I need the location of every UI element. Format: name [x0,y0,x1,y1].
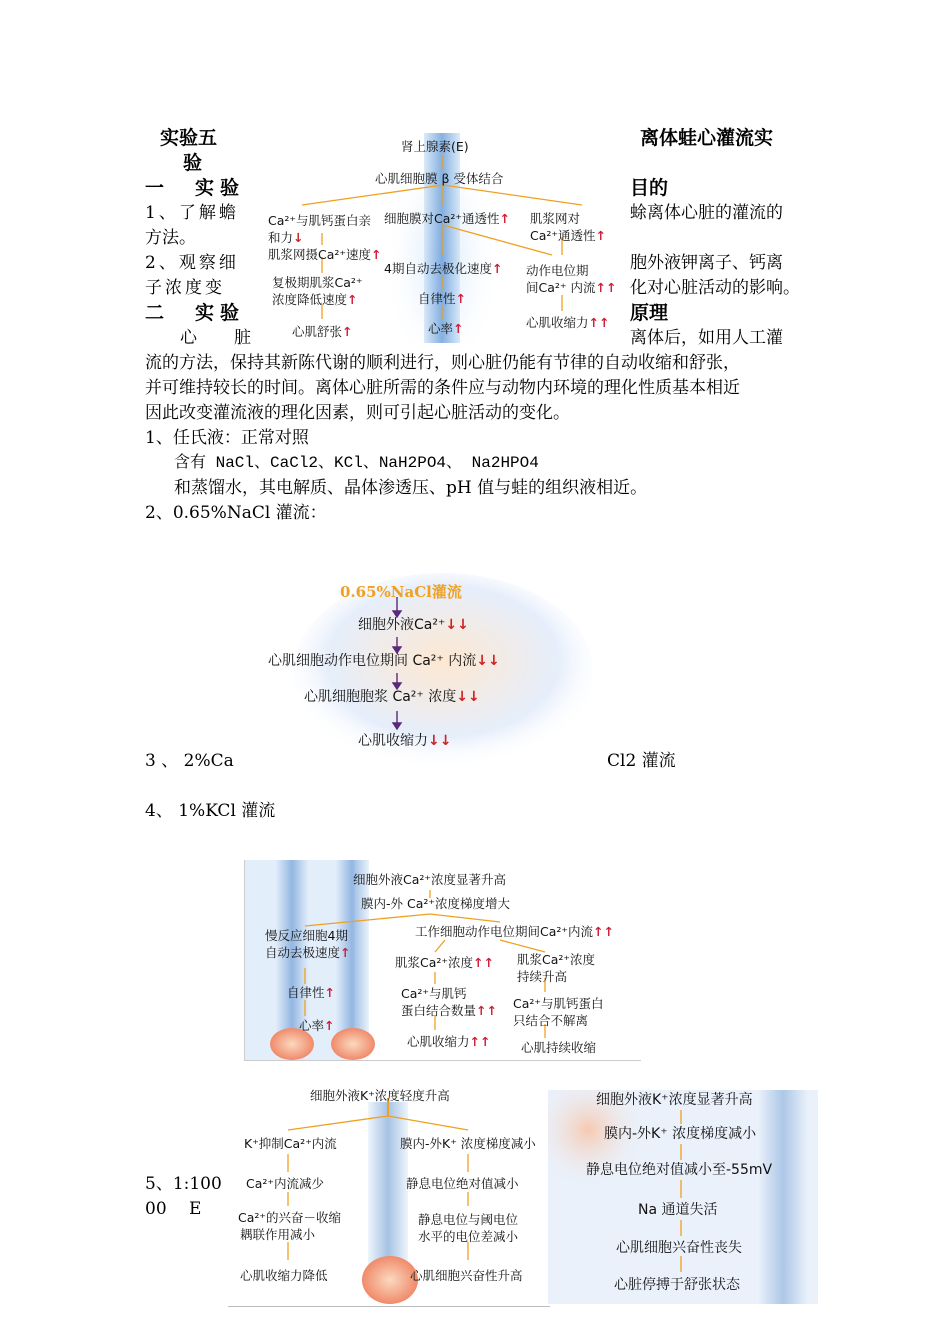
item2-left-b: 子浓度变 [145,278,225,298]
title-right: 离体蛙心灌流实 [640,127,774,149]
cacl-heading-right: Cl2 灌流 [607,751,676,771]
adrenaline-b4: 心率↑ [428,321,464,336]
adrenaline-c3: 动作电位期 [526,263,589,278]
ringer-desc: 和蒸馏水，其电解质、晶体渗透压、pH 值与蛙的组织液相近。 [174,478,648,498]
kcl-strong-s1: 细胞外液K⁺浓度显著升高 [596,1092,753,1108]
section1-heading-left: 一 实验 [145,177,246,199]
kcl-mild-l3: Ca²⁺的兴奋－收缩 [238,1210,341,1225]
nacl-figure [262,573,624,769]
cacl-n1: 肌浆Ca²⁺浓度 [517,952,595,967]
cacl-m1: 肌浆Ca²⁺浓度↑↑ [395,955,494,970]
cacl-figure [244,860,641,1061]
adrenaline-a5: 浓度降低速度↑ [272,292,358,307]
kcl-mild-r5: 心肌细胞兴奋性升高 [410,1268,523,1283]
kcl-mild-r4: 水平的电位差减小 [418,1229,519,1244]
kcl-strong-figure [548,1090,818,1304]
kcl-mild-l5: 心肌收缩力降低 [240,1268,328,1283]
adrenaline-top: 肾上腺素(E) [401,139,469,154]
kcl-mild-top: 细胞外液K⁺浓度轻度升高 [310,1088,450,1103]
cacl-l3: 自律性↑ [287,985,335,1000]
cacl-r0: 工作细胞动作电位期间Ca²⁺内流↑↑ [415,924,614,939]
kcl-heading: 4、 1%KCl 灌流 [145,801,276,821]
principle-line-4: 因此改变灌流液的理化因素，则可引起心脏活动的变化。 [145,403,570,423]
item2-left-a: 2、观察细 [145,253,239,273]
cacl-s1: 细胞外液Ca²⁺浓度显著升高 [353,872,506,887]
cacl-l1: 慢反应细胞4期 [265,928,348,943]
adrenaline-b3: 自律性↑ [418,291,466,306]
kcl-strong-s6: 心脏停搏于舒张状态 [614,1277,740,1293]
adrenaline-heading-b: 00 E [145,1199,202,1219]
section2-heading-right: 原理 [630,302,669,324]
cacl-m4: 心肌收缩力↑↑ [407,1034,491,1049]
section1-heading-right: 目的 [630,177,669,199]
adrenaline-figure [262,133,624,343]
adrenaline-a1: Ca²⁺与肌钙蛋白亲 [268,213,371,228]
kcl-strong-s3: 静息电位绝对值减小至-55mV [586,1162,773,1178]
cacl-s2: 膜内-外 Ca²⁺浓度梯度增大 [361,896,510,911]
kcl-strong-figure-graphic [548,1090,818,1304]
title-left-2: 验 [183,152,203,174]
cacl-n2: 持续升高 [517,969,568,984]
cacl-l2: 自动去极速度↑ [265,945,351,960]
adrenaline-b1: 细胞膜对Ca²⁺通透性↑ [384,211,510,226]
adrenaline-a4: 复极期肌浆Ca²⁺ [272,275,363,290]
kcl-mild-r3: 静息电位与阈电位 [418,1212,519,1227]
item2-right-a: 胞外液钾离子、钙离 [630,253,783,273]
ringer-contents: 含有 NaCl、CaCl2、KCl、NaH2PO4、 Na2HPO4 [174,454,539,472]
nacl-s3: 心肌细胞胞浆 Ca²⁺ 浓度↓↓ [304,689,480,705]
item1-left-b: 方法。 [145,228,196,248]
cacl-m2: Ca²⁺与肌钙 [401,986,467,1001]
principle-right: 离体后，如用人工灌 [630,328,783,348]
nacl-heading: 2、0.65%NaCl 灌流： [145,503,327,523]
adrenaline-c4: 间Ca²⁺ 内流↑↑ [526,280,617,295]
kcl-strong-s2: 膜内-外K⁺ 浓度梯度减小 [604,1126,757,1142]
cacl-l4: 心率↑ [299,1018,335,1033]
adrenaline-heading-a: 5、1:100 [145,1174,222,1194]
nacl-title: 0.65%NaCl灌流 [340,583,462,601]
kcl-mild-l2: Ca²⁺内流减少 [246,1176,324,1191]
adrenaline-n1: 心肌细胞膜 β 受体结合 [375,171,504,186]
principle-line-3: 并可维持较长的时间。离体心脏所需的条件应与动物内环境的理化性质基本相近 [145,378,740,398]
kcl-mild-l1: K⁺抑制Ca²⁺内流 [244,1136,337,1151]
principle-left: 心 脏 [180,328,261,348]
section2-heading-left: 二 实验 [145,302,246,324]
kcl-strong-s5: 心肌细胞兴奋性丧失 [616,1240,742,1256]
adrenaline-a2: 和力↓ [268,230,304,245]
nacl-s1: 细胞外液Ca²⁺↓↓ [358,617,469,633]
adrenaline-b2: 4期自动去极化速度↑ [384,261,503,276]
kcl-mild-r1: 膜内-外K⁺ 浓度梯度减小 [400,1136,536,1151]
adrenaline-a6: 心肌舒张↑ [292,324,353,339]
adrenaline-a3: 肌浆网摄Ca²⁺速度↑ [268,247,382,262]
principle-line-2: 流的方法，保持其新陈代谢的顺利进行，则心脏仍能有节律的自动收缩和舒张， [145,353,740,373]
kcl-mild-l4: 耦联作用减小 [240,1227,316,1242]
item2-right-b: 化对心脏活动的影响。 [630,278,800,298]
kcl-mild-r2: 静息电位绝对值减小 [406,1176,519,1191]
adrenaline-c1: 肌浆网对 [530,211,581,226]
item1-left-a: 1、了解蟾 [145,203,239,223]
ringer-heading: 1、任氏液：正常对照 [145,428,309,448]
cacl-m3: 蛋白结合数量↑↑ [401,1003,497,1018]
adrenaline-c2: Ca²⁺通透性↑ [530,228,606,243]
adrenaline-c5: 心肌收缩力↑↑ [526,315,610,330]
cacl-n4: 只结合不解离 [513,1013,589,1028]
kcl-strong-s4: Na 通道失活 [638,1202,718,1218]
nacl-s4: 心肌收缩力↓↓ [358,733,452,749]
cacl-n5: 心肌持续收缩 [521,1040,597,1055]
nacl-s2: 心肌细胞动作电位期间 Ca²⁺ 内流↓↓ [268,653,500,669]
item1-right: 蜍离体心脏的灌流的 [630,203,783,223]
cacl-n3: Ca²⁺与肌钙蛋白 [513,996,604,1011]
kcl-mild-figure [228,1082,550,1307]
cacl-heading-left: 3 、 2%Ca [145,751,234,771]
title-left-1: 实验五 [160,127,218,149]
